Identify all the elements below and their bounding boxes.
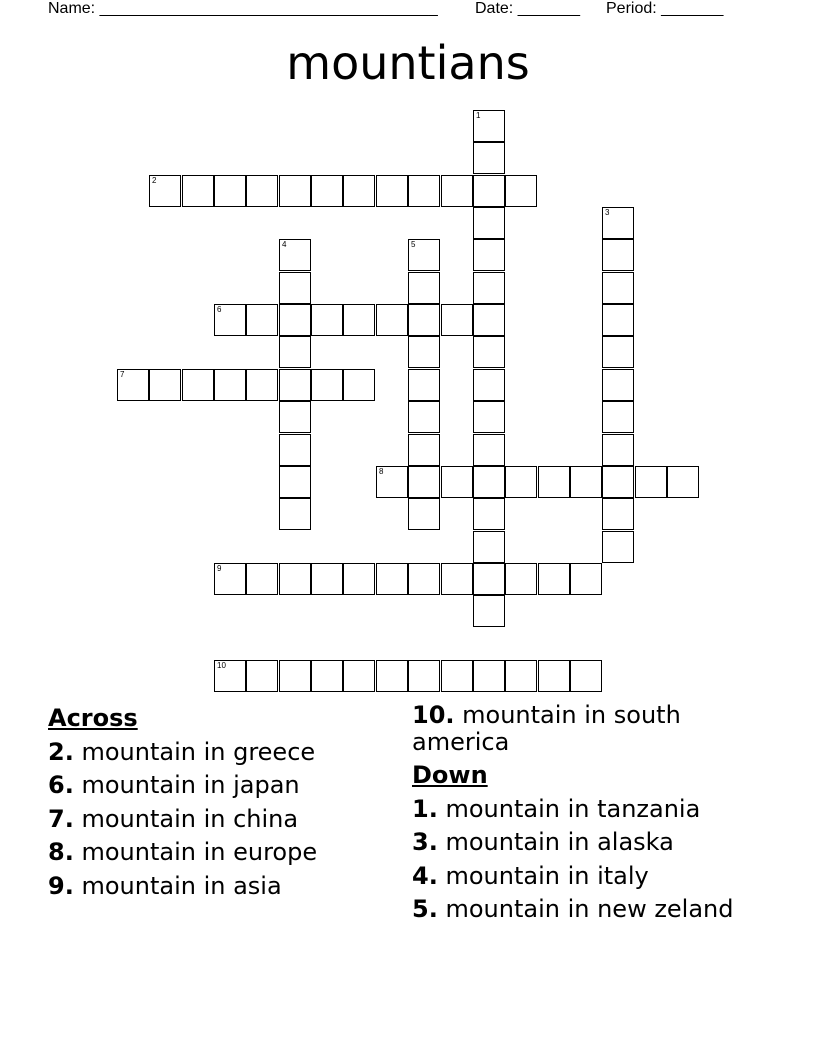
grid-cell[interactable]	[343, 369, 375, 401]
clue-text: mountain in new zeland	[445, 895, 734, 924]
clue-text: mountain in europe	[81, 838, 318, 867]
grid-cell[interactable]	[279, 304, 311, 336]
clue-across-7	[48, 803, 388, 837]
grid-cell[interactable]	[343, 175, 375, 207]
grid-cell[interactable]	[149, 175, 181, 207]
clue-number: 8.	[48, 838, 74, 867]
grid-cell[interactable]	[570, 563, 602, 595]
grid-cell[interactable]	[214, 660, 246, 692]
grid-cell[interactable]	[408, 660, 440, 692]
period-field: Period: _______	[606, 0, 724, 17]
grid-cell[interactable]	[408, 304, 440, 336]
grid-cell[interactable]	[408, 175, 440, 207]
grid-cell[interactable]	[602, 498, 634, 530]
grid-cell[interactable]	[311, 304, 343, 336]
clue-across-9	[48, 870, 388, 904]
grid-cell[interactable]	[279, 175, 311, 207]
grid-cell[interactable]	[441, 466, 473, 498]
across-heading: Across	[48, 704, 138, 732]
grid-cell[interactable]	[214, 563, 246, 595]
grid-cell[interactable]	[279, 239, 311, 271]
cell-number: 7	[120, 370, 125, 379]
grid-cell[interactable]	[602, 239, 634, 271]
grid-cell[interactable]	[279, 336, 311, 368]
clue-number: 3.	[412, 828, 438, 857]
clue-down-3	[412, 826, 752, 860]
grid-cell[interactable]	[473, 498, 505, 530]
grid-cell[interactable]	[376, 466, 408, 498]
grid-cell[interactable]	[182, 369, 214, 401]
cell-number: 5	[411, 240, 416, 249]
clue-text: mountain in asia	[81, 871, 282, 900]
grid-cell[interactable]	[376, 563, 408, 595]
grid-cell[interactable]	[343, 660, 375, 692]
grid-cell[interactable]	[473, 175, 505, 207]
grid-cell[interactable]	[408, 563, 440, 595]
clue-number: 6.	[48, 771, 74, 800]
clue-across-10	[412, 702, 752, 756]
grid-cell[interactable]	[570, 660, 602, 692]
grid-cell[interactable]	[117, 369, 149, 401]
cell-number: 9	[217, 564, 222, 573]
grid-cell[interactable]	[473, 434, 505, 466]
clue-text: mountain in alaska	[445, 828, 674, 857]
grid-cell[interactable]	[246, 660, 278, 692]
grid-cell[interactable]	[473, 304, 505, 336]
clue-text: mountain in china	[81, 804, 299, 833]
grid-cell[interactable]	[279, 401, 311, 433]
cell-number: 8	[379, 467, 384, 476]
grid-cell[interactable]	[441, 304, 473, 336]
clue-across-8	[48, 836, 388, 870]
grid-cell[interactable]	[505, 175, 537, 207]
grid-cell[interactable]	[246, 175, 278, 207]
grid-cell[interactable]	[246, 563, 278, 595]
grid-cell[interactable]	[473, 110, 505, 142]
clue-across-2	[48, 736, 388, 770]
grid-cell[interactable]	[408, 272, 440, 304]
clue-text: mountain in greece	[81, 737, 316, 766]
grid-cell[interactable]	[376, 660, 408, 692]
grid-cell[interactable]	[473, 660, 505, 692]
cell-number: 6	[217, 305, 222, 314]
clue-number: 5.	[412, 895, 438, 924]
grid-cell[interactable]	[408, 369, 440, 401]
grid-cell[interactable]	[473, 531, 505, 563]
grid-cell[interactable]	[408, 336, 440, 368]
grid-cell[interactable]	[505, 563, 537, 595]
grid-cell[interactable]	[473, 239, 505, 271]
cell-number: 4	[282, 240, 287, 249]
page-title: mountians	[286, 36, 530, 90]
grid-cell[interactable]	[279, 369, 311, 401]
name-field: Name: ______________________________________	[48, 0, 438, 17]
grid-cell[interactable]	[408, 239, 440, 271]
grid-cell[interactable]	[473, 401, 505, 433]
grid-cell[interactable]	[602, 369, 634, 401]
grid-cell[interactable]	[667, 466, 699, 498]
grid-cell[interactable]	[602, 207, 634, 239]
grid-cell[interactable]	[602, 466, 634, 498]
down-heading: Down	[412, 761, 488, 789]
grid-cell[interactable]	[311, 175, 343, 207]
clues-right-column	[412, 702, 752, 926]
grid-cell[interactable]	[505, 660, 537, 692]
grid-cell[interactable]	[343, 304, 375, 336]
grid-cell[interactable]	[505, 466, 537, 498]
grid-cell[interactable]	[246, 369, 278, 401]
grid-cell[interactable]	[602, 304, 634, 336]
grid-cell[interactable]	[182, 175, 214, 207]
grid-cell[interactable]	[473, 369, 505, 401]
clue-text: mountain in italy	[445, 861, 649, 890]
grid-cell[interactable]	[538, 563, 570, 595]
grid-cell[interactable]	[279, 498, 311, 530]
date-field: Date: _______	[475, 0, 580, 17]
grid-cell[interactable]	[635, 466, 667, 498]
clue-text: mountain in south america	[412, 701, 681, 756]
clue-down-1	[412, 793, 752, 827]
grid-cell[interactable]	[376, 175, 408, 207]
grid-cell[interactable]	[602, 531, 634, 563]
grid-cell[interactable]	[473, 466, 505, 498]
grid-cell[interactable]	[473, 272, 505, 304]
clue-number: 10.	[412, 701, 455, 729]
clue-down-4	[412, 860, 752, 894]
grid-cell[interactable]	[602, 401, 634, 433]
grid-cell[interactable]	[602, 272, 634, 304]
grid-cell[interactable]	[376, 304, 408, 336]
grid-cell[interactable]	[279, 563, 311, 595]
grid-cell[interactable]	[473, 595, 505, 627]
grid-cell[interactable]	[214, 304, 246, 336]
grid-cell[interactable]	[149, 369, 181, 401]
grid-cell[interactable]	[473, 207, 505, 239]
grid-cell[interactable]	[441, 175, 473, 207]
grid-cell[interactable]	[473, 336, 505, 368]
grid-cell[interactable]	[538, 660, 570, 692]
cell-number: 10	[217, 661, 226, 670]
cell-number: 3	[605, 208, 610, 217]
cell-number: 1	[476, 111, 481, 120]
grid-cell[interactable]	[408, 434, 440, 466]
clue-number: 2.	[48, 737, 74, 766]
clues-left-column	[48, 702, 388, 904]
grid-cell[interactable]	[441, 563, 473, 595]
grid-cell[interactable]	[214, 369, 246, 401]
clue-number: 9.	[48, 871, 74, 900]
grid-cell[interactable]	[311, 563, 343, 595]
grid-cell[interactable]	[311, 660, 343, 692]
clue-across-6	[48, 769, 388, 803]
clue-down-5	[412, 896, 752, 923]
clue-number: 7.	[48, 804, 74, 833]
cell-number: 2	[152, 176, 157, 185]
grid-cell[interactable]	[408, 466, 440, 498]
grid-cell[interactable]	[441, 660, 473, 692]
grid-cell[interactable]	[408, 401, 440, 433]
grid-cell[interactable]	[279, 466, 311, 498]
grid-cell[interactable]	[343, 563, 375, 595]
grid-cell[interactable]	[473, 563, 505, 595]
clue-number: 4.	[412, 861, 438, 890]
grid-cell[interactable]	[408, 498, 440, 530]
clue-text: mountain in japan	[81, 771, 300, 800]
grid-cell[interactable]	[570, 466, 602, 498]
grid-cell[interactable]	[279, 272, 311, 304]
grid-cell[interactable]	[246, 304, 278, 336]
grid-cell[interactable]	[602, 434, 634, 466]
grid-cell[interactable]	[214, 175, 246, 207]
clue-number: 1.	[412, 794, 438, 823]
clue-text: mountain in tanzania	[445, 794, 701, 823]
grid-cell[interactable]	[538, 466, 570, 498]
grid-cell[interactable]	[279, 660, 311, 692]
grid-cell[interactable]	[602, 336, 634, 368]
grid-cell[interactable]	[279, 434, 311, 466]
grid-cell[interactable]	[473, 142, 505, 174]
grid-cell[interactable]	[311, 369, 343, 401]
